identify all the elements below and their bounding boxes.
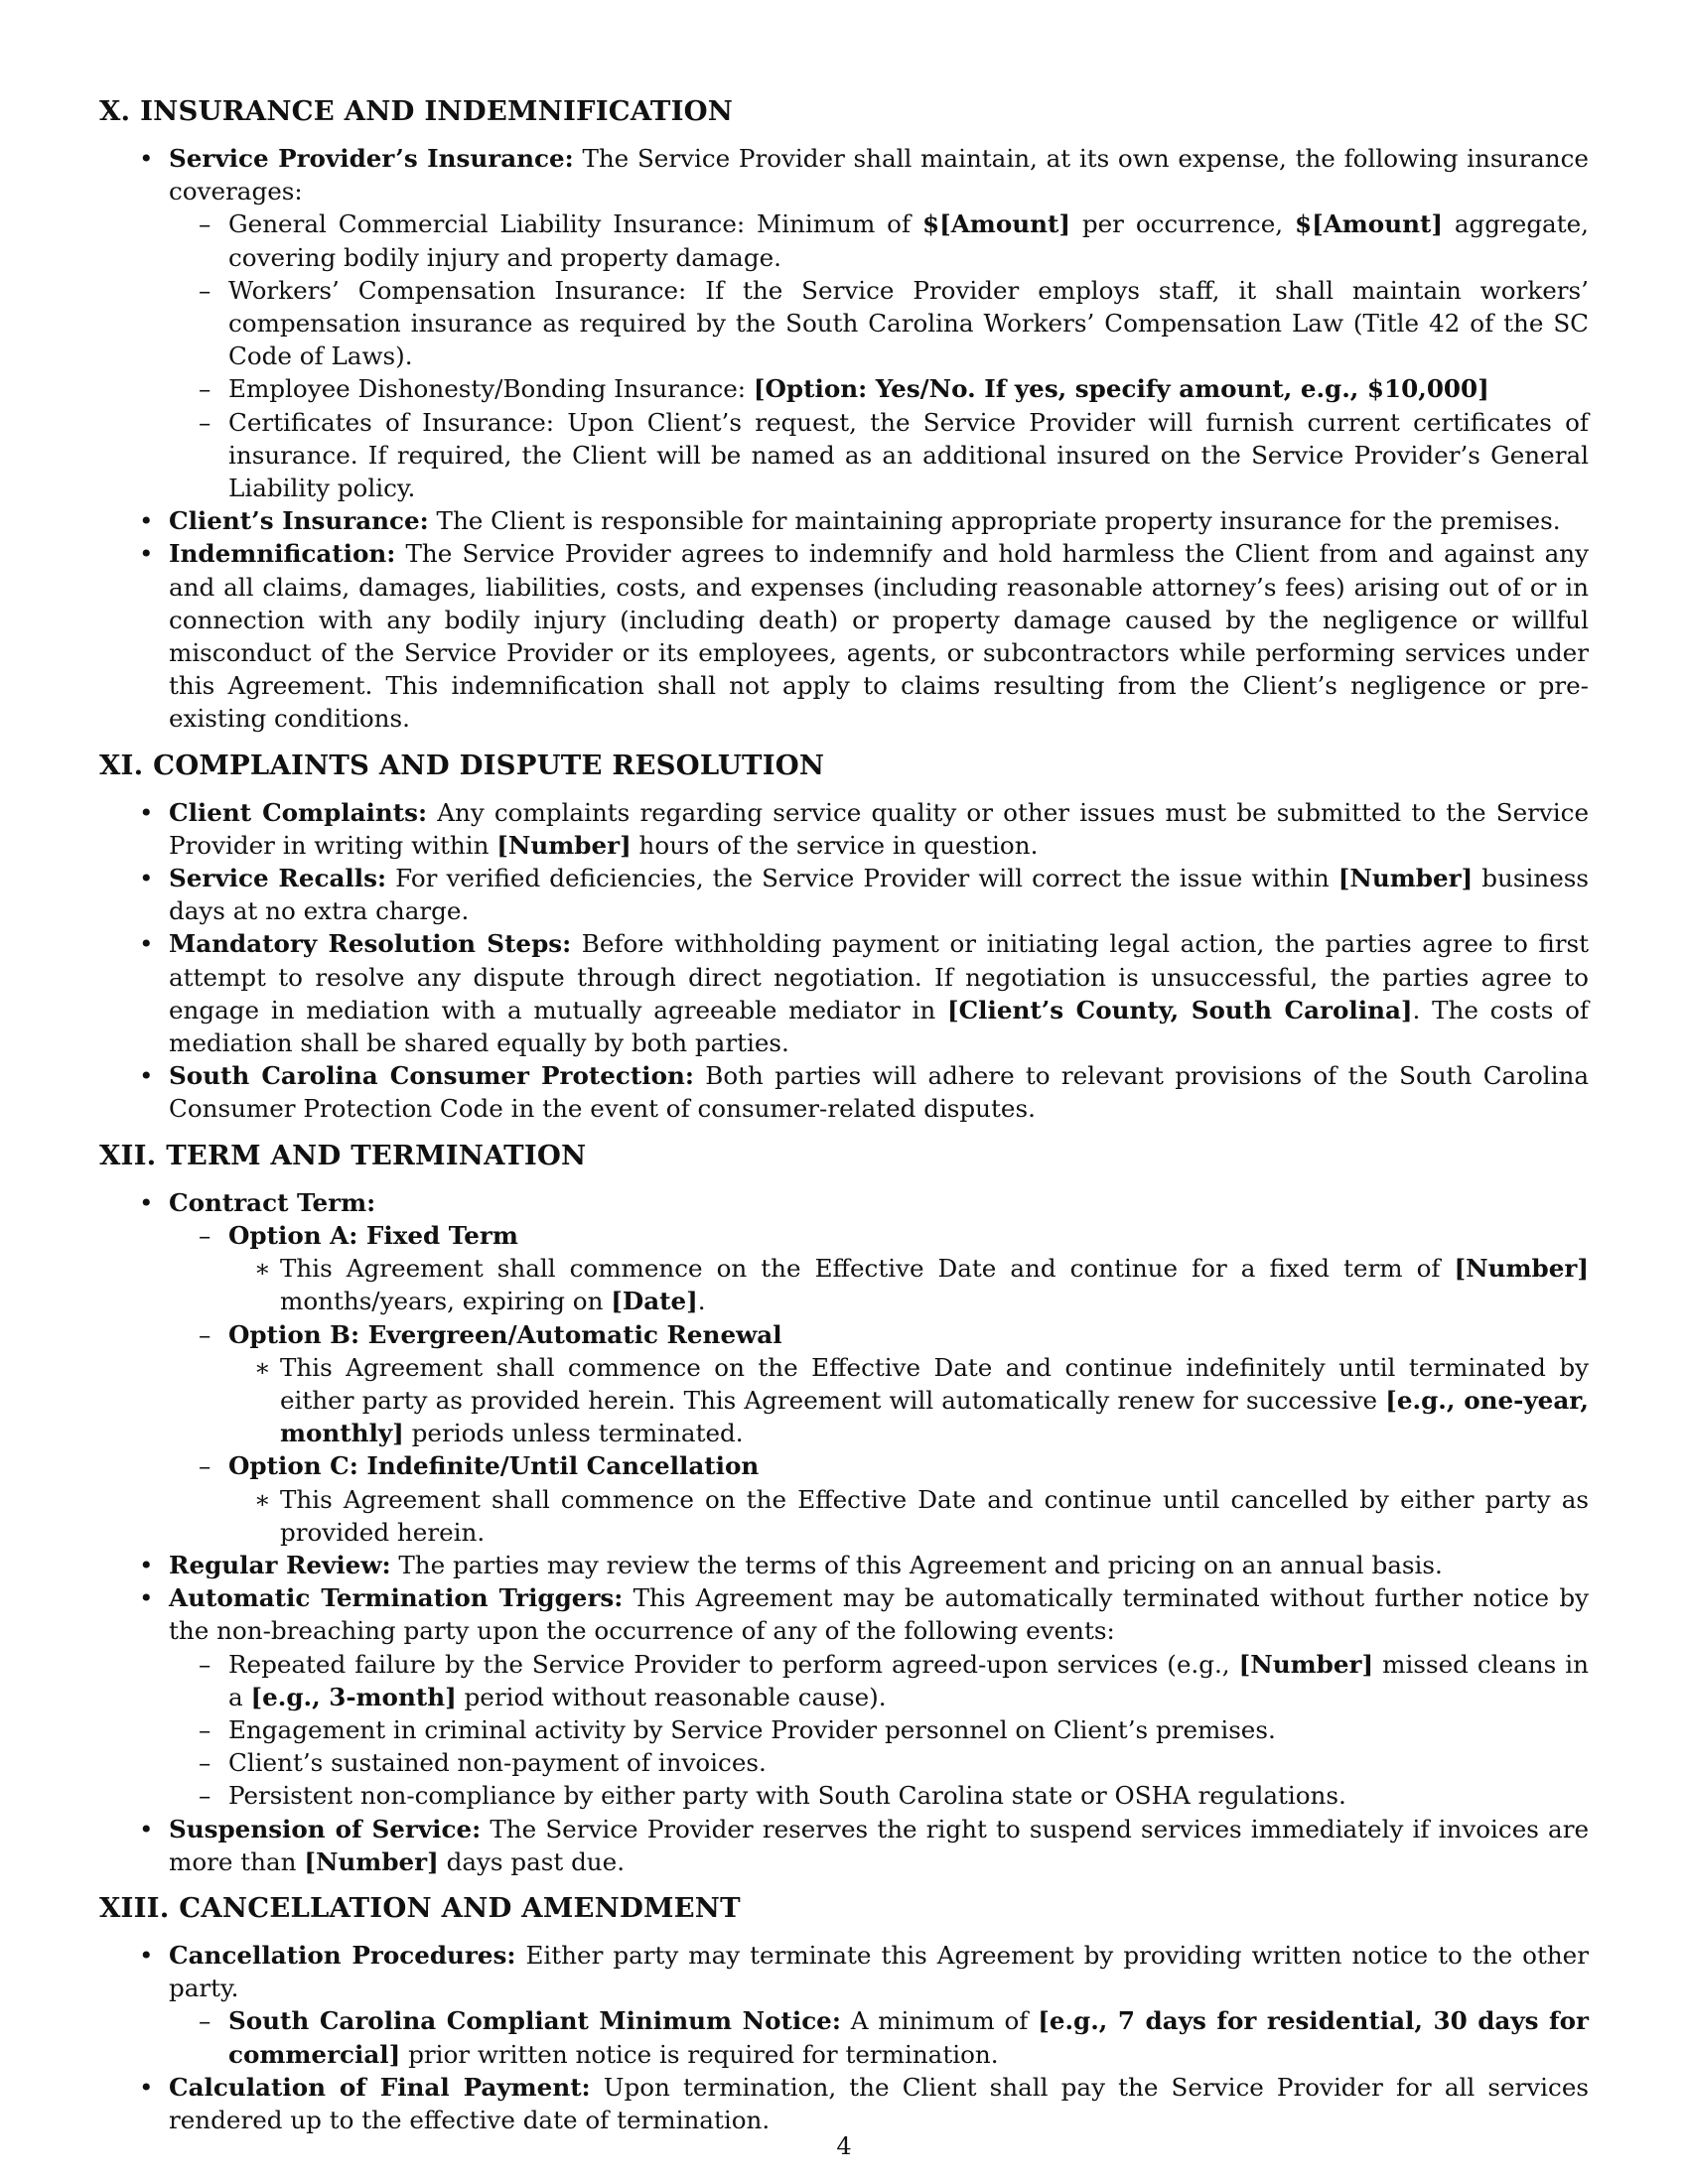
item-text: prior written notice is required for termination. [400,2039,999,2069]
sub-list [169,1219,1589,1549]
bullet-list [99,796,1589,1126]
page-number: 4 [836,2132,852,2160]
list-item [99,927,1589,1059]
item-text: Engagement in criminal activity by Service Provider personnel on Client’s premises. [228,1714,1276,1744]
bullet-list [99,142,1589,736]
item-text: A minimum of [840,2006,1039,2036]
list-item [99,2071,1589,2136]
sub-sub-list-item [228,1351,1589,1450]
document-page [99,95,1589,2150]
placeholder-field: [e.g., one-year, monthly] [280,1385,1589,1448]
section-heading: XI. COMPLAINTS AND DISPUTE RESOLUTION [99,749,825,781]
option-label: Option B: Evergreen/Automatic Renewal [228,1319,782,1349]
item-label: Client Complaints: [169,797,428,827]
item-text: For verified deficiencies, the Service Provider will correct the issue within [386,864,1338,893]
sub-list [169,2004,1589,2070]
section-complaints [99,750,1589,1126]
item-label: South Carolina Compliant Minimum Notice: [228,2006,841,2036]
sub-list-item [169,1713,1589,1746]
item-text: General Commercial Liability Insurance: Minimum of [228,209,922,239]
item-label: Service Provider’s Insurance: [169,144,574,173]
item-text: Either party may terminate this Agreement by providing written notice to the other party. [169,1940,1589,2003]
placeholder-field: $[Amount] [1294,209,1443,239]
sub-list-item [169,2004,1589,2070]
placeholder-field: [Date] [611,1287,698,1316]
section-heading: XIII. CANCELLATION AND AMENDMENT [99,1891,741,1924]
list-item [99,142,1589,504]
list-item [99,1813,1589,1878]
item-label: Service Recalls: [169,864,387,893]
sub-sub-list [228,1483,1589,1549]
item-label: Regular Review: [169,1550,391,1579]
placeholder-field: [e.g., 7 days for residential, 30 days for commercial] [228,2006,1589,2069]
section-heading: XII. TERM AND TERMINATION [99,1139,587,1171]
item-label: Cancellation Procedures: [169,1940,516,1970]
placeholder-field: [Number] [1337,864,1474,893]
item-text: Workers’ Compensation Insurance: If the Service Provider employs staff, it shall maintain workers’ compensation insurance as required by the South Carolina Workers’ Compensation Law (Title 42 of the SC Code of Laws). [228,275,1589,371]
item-label: Indemnification: [169,539,396,569]
item-label: Client’s Insurance: [169,506,429,536]
sub-list-item [169,274,1589,373]
sub-list-item [169,1219,1589,1318]
item-text: hours of the service in question. [631,830,1039,860]
item-label: Contract Term: [169,1187,376,1217]
item-text: months/years, expiring on [280,1287,612,1316]
item-text: Certificates of Insurance: Upon Client’s request, the Service Provider will furnish current certificates of insurance. If required, the Client will be named as an additional insured on the Service Provider’s General Liability policy. [228,407,1589,503]
placeholder-field: [Number] [496,830,632,860]
sub-sub-list-item [228,1483,1589,1549]
section-cancellation [99,1892,1589,2136]
item-text: business days at no extra charge. [169,864,1590,926]
bullet-list [99,1939,1589,2136]
placeholder-field: [Number] [1454,1254,1589,1284]
item-text: . [697,1287,706,1316]
item-text: Any complaints regarding service quality or other issues must be submitted to the Service Provider in writing within [169,797,1589,860]
item-text: This Agreement shall commence on the Effective Date and continue indefinitely until terminated by either party as provided herein. This Agreement will automatically renew for successive [280,1352,1589,1415]
item-text: aggregate, covering bodily injury and property damage. [228,209,1589,272]
item-text: The Service Provider shall maintain, at its own expense, the following insurance coverages: [169,144,1589,206]
sub-list-item [169,1779,1589,1812]
item-text: This Agreement may be automatically terminated without further notice by the non-breaching party upon the occurrence of any of the following events: [169,1583,1589,1646]
sub-sub-list-item [228,1252,1589,1317]
bullet-list [99,1186,1589,1878]
list-item [99,504,1589,537]
item-text: The Service Provider agrees to indemnify and hold harmless the Client from and against any and all claims, damages, liabilities, costs, and expenses (including reasonable attorney’s fees) arising out of or in connection with any bodily injury (including death) or property damage caused by the negligence or willful misconduct of the Service Provider or its employees, agents, or subcontractors while performing services under this Agreement. This indemnification shall not apply to claims resulting from the Client’s negligence or pre-existing conditions. [169,539,1589,734]
list-item [99,537,1589,735]
item-text: The Client is responsible for maintaining appropriate property insurance for the premises. [428,506,1561,536]
item-text: This Agreement shall commence on the Effective Date and continue for a fixed term of [280,1254,1455,1284]
item-text: This Agreement shall commence on the Effective Date and continue until cancelled by either party as provided herein. [280,1484,1589,1547]
sub-list-item [169,372,1589,405]
placeholder-field: [Number] [1238,1649,1374,1679]
list-item [99,1549,1589,1581]
item-label: Calculation of Final Payment: [169,2072,591,2102]
item-text: period without reasonable cause). [456,1682,887,1711]
placeholder-field: [Option: Yes/No. If yes, specify amount, e.g., $10,000] [753,374,1489,404]
item-text: missed cleans in a [228,1649,1589,1711]
item-text: days past due. [438,1846,626,1876]
list-item [99,1186,1589,1549]
item-text: The parties may review the terms of this Agreement and pricing on an annual basis. [390,1550,1443,1579]
item-text: Repeated failure by the Service Provider to perform agreed-upon services (e.g., [228,1649,1239,1679]
item-text: periods unless terminated. [403,1419,744,1448]
section-term-termination [99,1140,1589,1878]
section-insurance [99,95,1589,736]
sub-list-item [169,406,1589,505]
sub-list-item [169,1648,1589,1713]
placeholder-field: [e.g., 3-month] [250,1682,457,1711]
sub-list [169,207,1589,504]
item-text: Persistent non-compliance by either party with South Carolina state or OSHA regulations. [228,1781,1346,1811]
item-text: Both parties will adhere to relevant provisions of the South Carolina Consumer Protection Code in the event of consumer-related disputes. [169,1061,1589,1124]
sub-list-item [169,1318,1589,1450]
item-label: Automatic Termination Triggers: [169,1583,624,1613]
item-label: South Carolina Consumer Protection: [169,1061,694,1091]
option-label: Option A: Fixed Term [228,1220,518,1250]
list-item [99,862,1589,927]
sub-sub-list [228,1252,1589,1317]
item-text: The Service Provider reserves the right to suspend services immediately if invoices are more than [169,1814,1590,1876]
placeholder-field: [Client’s County, South Carolina] [946,995,1413,1024]
placeholder-field: $[Amount] [921,209,1070,239]
placeholder-field: [Number] [304,1846,439,1876]
option-label: Option C: Indefinite/Until Cancellation [228,1451,760,1481]
list-item [99,796,1589,862]
item-text: Before withholding payment or initiating legal action, the parties agree to first attempt to resolve any dispute through direct negotiation. If negotiation is unsuccessful, the parties agree to engage in mediation with a mutually agreeable mediator in [169,929,1590,1024]
list-item [99,1581,1589,1812]
item-text: Employee Dishonesty/Bonding Insurance: [228,374,754,404]
section-heading: X. INSURANCE AND INDEMNIFICATION [99,95,734,127]
list-item [99,1059,1589,1125]
list-item [99,1939,1589,2071]
item-text: Upon termination, the Client shall pay the Service Provider for all services rendered up to the effective date of termination. [169,2072,1589,2134]
sub-sub-list [228,1351,1589,1450]
item-text: Client’s sustained non-payment of invoices. [228,1748,767,1778]
sub-list-item [169,1746,1589,1779]
item-text: per occurrence, [1069,209,1295,239]
sub-list [169,1648,1589,1813]
item-label: Suspension of Service: [169,1814,482,1843]
sub-list-item [169,1449,1589,1549]
item-label: Mandatory Resolution Steps: [169,929,572,959]
sub-list-item [169,207,1589,273]
item-text: . The costs of mediation shall be shared equally by both parties. [169,995,1590,1058]
